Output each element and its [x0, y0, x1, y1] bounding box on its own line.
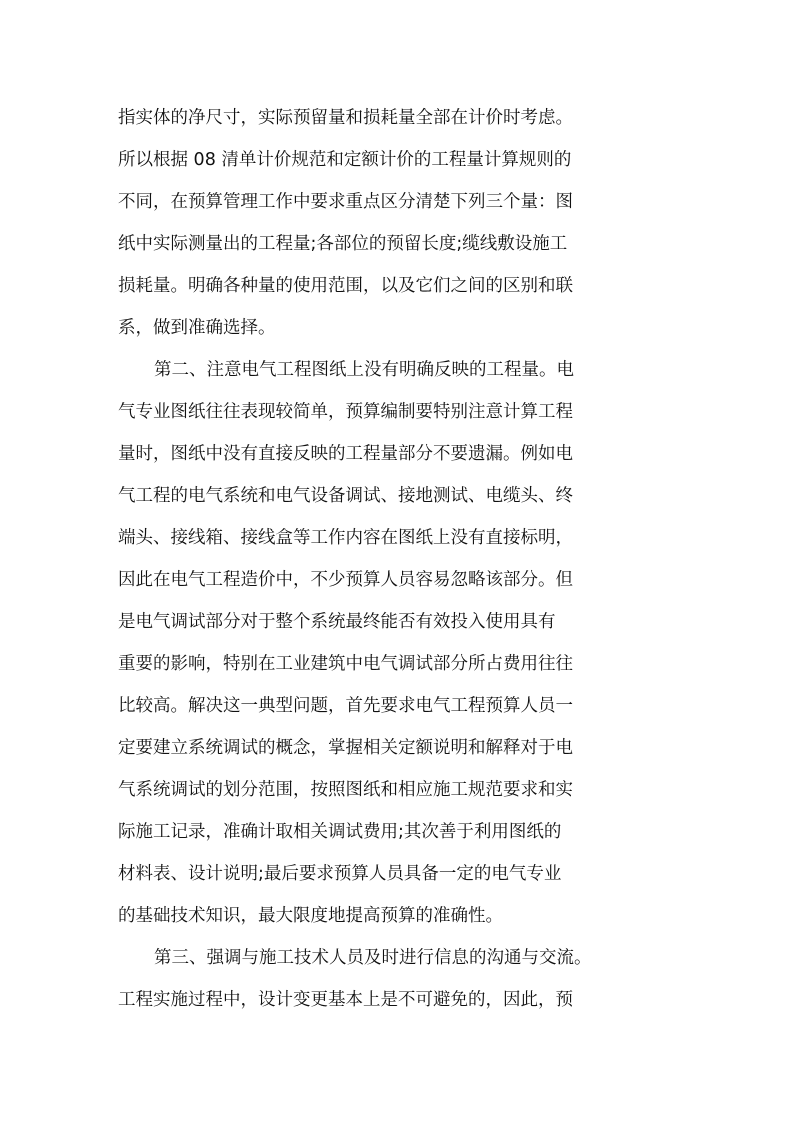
paragraph-start-line: 第二、注意电气工程图纸上没有明确反映的工程量。电 — [154, 360, 574, 380]
text-line: 量时，图纸中没有直接反映的工程量部分不要遗漏。例如电 — [118, 444, 573, 464]
text-line: 纸中实际测量出的工程量;各部位的预留长度;缆线敷设施工 — [118, 234, 568, 254]
paragraph-start-line: 第三、强调与施工技术人员及时进行信息的沟通与交流。 — [154, 948, 592, 968]
text-line: 损耗量。明确各种量的使用范围，以及它们之间的区别和联 — [118, 276, 573, 296]
text-line: 不同，在预算管理工作中要求重点区分清楚下列三个量：图 — [118, 192, 573, 212]
text-line: 工程实施过程中，设计变更基本上是不可避免的，因此，预 — [118, 990, 573, 1010]
text-line: 重要的影响，特别在工业建筑中电气调试部分所占费用往往 — [118, 654, 573, 674]
text-line: 材料表、设计说明;最后要求预算人员具备一定的电气专业 — [118, 864, 562, 884]
text-line: 端头、接线箱、接线盒等工作内容在图纸上没有直接标明， — [118, 528, 573, 548]
text-line: 所以根据 08 清单计价规范和定额计价的工程量计算规则的 — [118, 150, 572, 170]
text-line: 是电气调试部分对于整个系统最终能否有效投入使用具有 — [118, 612, 556, 632]
text-line: 定要建立系统调试的概念，掌握相关定额说明和解释对于电 — [118, 738, 573, 758]
text-line: 因此在电气工程造价中，不少预算人员容易忽略该部分。但 — [118, 570, 573, 590]
text-line: 气工程的电气系统和电气设备调试、接地测试、电缆头、终 — [118, 486, 573, 506]
text-line: 气专业图纸往往表现较简单，预算编制要特别注意计算工程 — [118, 402, 573, 422]
text-line: 系，做到准确选择。 — [118, 318, 276, 338]
body-text — [118, 97, 678, 1021]
text-line: 气系统调试的划分范围，按照图纸和相应施工规范要求和实 — [118, 780, 573, 800]
text-line: 指实体的净尺寸，实际预留量和损耗量全部在计价时考虑。 — [118, 108, 573, 128]
text-line: 比较高。解决这一典型问题，首先要求电气工程预算人员一 — [118, 696, 573, 716]
text-line: 际施工记录，准确计取相关调试费用;其次善于利用图纸的 — [118, 822, 562, 842]
text-line: 的基础技术知识，最大限度地提高预算的准确性。 — [118, 906, 503, 926]
